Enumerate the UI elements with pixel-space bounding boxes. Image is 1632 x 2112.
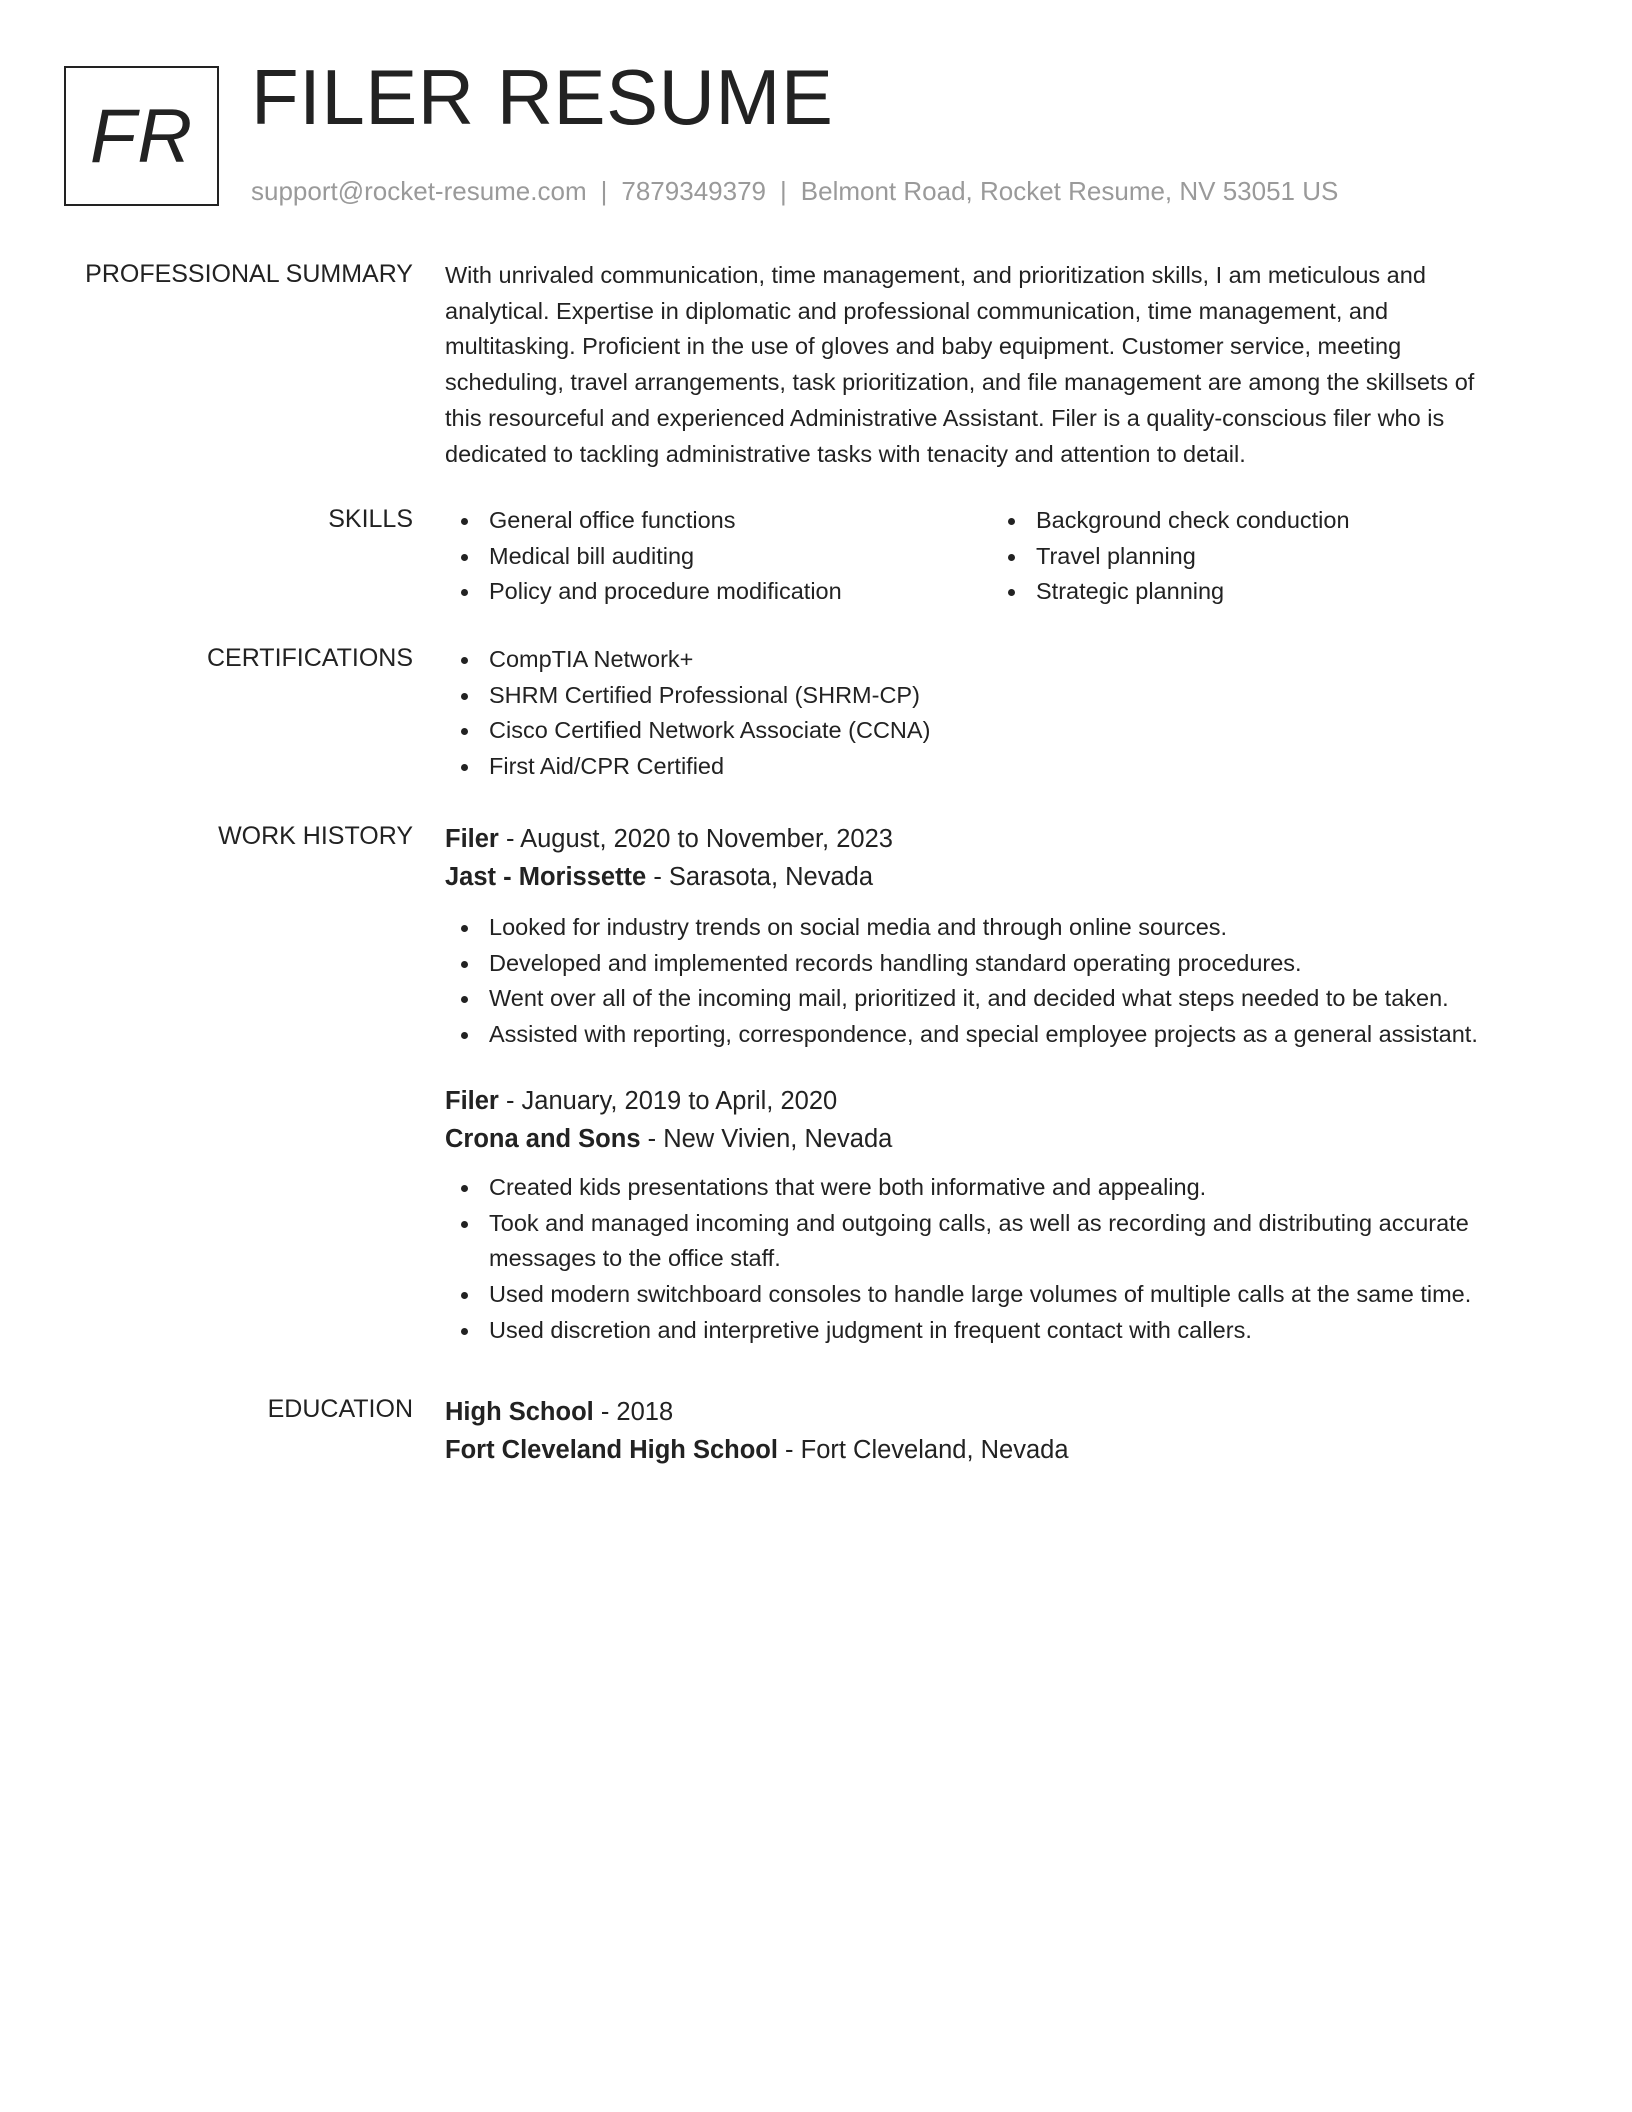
section-label-skills: SKILLS <box>328 505 413 533</box>
summary-line: scheduling, travel arrangements, task prioritization, and file management are among the skillsets of <box>445 369 1475 396</box>
skill-item: General office functions <box>489 503 992 539</box>
job-title: Filer <box>445 825 499 853</box>
job-location: - New Vivien, Nevada <box>640 1124 893 1153</box>
job-company-line <box>445 858 1545 896</box>
education-degree-line <box>445 1393 1545 1431</box>
job-bullet: Created kids presentations that were both informative and appealing. <box>489 1170 1545 1206</box>
skills-column-left <box>445 503 992 610</box>
education-school-line <box>445 1431 1545 1469</box>
job-company: Jast - Morissette <box>445 863 647 891</box>
skill-item: Travel planning <box>1036 539 1539 575</box>
skills-grid <box>445 503 1545 610</box>
contact-separator: | <box>600 176 608 206</box>
candidate-name: FILER RESUME <box>251 53 834 141</box>
job-company-line <box>445 1120 1545 1158</box>
job-bullet: Took and managed incoming and outgoing calls, as well as recording and distributing accurate messages to the office staff. <box>489 1206 1545 1277</box>
job-bullet: Went over all of the incoming mail, prioritized it, and decided what steps needed to be taken. <box>489 981 1545 1017</box>
job-dates: - August, 2020 to November, 2023 <box>498 825 893 853</box>
job-bullet: Used modern switchboard consoles to handle large volumes of multiple calls at the same time. <box>489 1277 1545 1313</box>
job-entry <box>445 820 1545 1053</box>
job-dates: - January, 2019 to April, 2020 <box>498 1086 838 1115</box>
job-entry <box>445 1082 1545 1349</box>
education-year: - 2018 <box>593 1398 674 1426</box>
education-degree: High School <box>445 1398 594 1426</box>
job-title: Filer <box>445 1086 499 1115</box>
summary-line: analytical. Expertise in diplomatic and professional communication, time management, and <box>445 297 1389 324</box>
contact-line <box>251 176 1338 207</box>
job-bullet: Used discretion and interpretive judgment in frequent contact with callers. <box>489 1313 1545 1349</box>
section-label-summary: PROFESSIONAL SUMMARY <box>85 260 413 288</box>
certification-item: CompTIA Network+ <box>489 642 1545 678</box>
monogram-logo: FR <box>64 66 219 206</box>
section-label-work-history: WORK HISTORY <box>218 822 413 850</box>
section-label-education: EDUCATION <box>267 1395 413 1423</box>
skill-item: Medical bill auditing <box>489 539 992 575</box>
certification-item: SHRM Certified Professional (SHRM-CP) <box>489 678 1545 714</box>
education-school: Fort Cleveland High School <box>445 1436 778 1464</box>
job-bullet: Looked for industry trends on social media and through online sources. <box>489 910 1545 946</box>
summary-line: this resourceful and experienced Administrative Assistant. Filer is a quality-conscious filer who is <box>445 404 1445 431</box>
contact-email: support@rocket-resume.com <box>251 176 587 206</box>
section-label-certifications: CERTIFICATIONS <box>206 644 413 672</box>
certifications-list <box>445 642 1545 785</box>
skill-item: Policy and procedure modification <box>489 574 992 610</box>
skills-column-right <box>992 503 1539 610</box>
summary-line: dedicated to tackling administrative tasks with tenacity and attention to detail. <box>445 440 1246 467</box>
job-title-line <box>445 1082 1545 1120</box>
certification-item: First Aid/CPR Certified <box>489 749 1545 785</box>
certification-item: Cisco Certified Network Associate (CCNA) <box>489 713 1545 749</box>
job-company: Crona and Sons <box>445 1124 641 1153</box>
job-location: - Sarasota, Nevada <box>646 863 874 891</box>
skill-item: Strategic planning <box>1036 574 1539 610</box>
contact-separator: | <box>780 176 787 206</box>
summary-line: multitasking. Proficient in the use of gloves and baby equipment. Customer service, meeting <box>445 333 1402 360</box>
job-bullet: Developed and implemented records handling standard operating procedures. <box>489 946 1545 982</box>
education-body <box>445 1393 1545 1469</box>
contact-phone: 7879349379 <box>621 176 766 206</box>
job-bullet: Assisted with reporting, correspondence, and special employee projects as a general assistant. <box>489 1017 1545 1053</box>
summary-text <box>445 258 1545 472</box>
contact-address: Belmont Road, Rocket Resume, NV 53051 US <box>800 176 1339 206</box>
education-location: - Fort Cleveland, Nevada <box>777 1436 1069 1464</box>
work-history-body <box>445 820 1545 1348</box>
summary-line: With unrivaled communication, time management, and prioritization skills, I am meticulous and <box>445 262 1426 288</box>
skill-item: Background check conduction <box>1036 503 1539 539</box>
job-title-line <box>445 820 1545 858</box>
